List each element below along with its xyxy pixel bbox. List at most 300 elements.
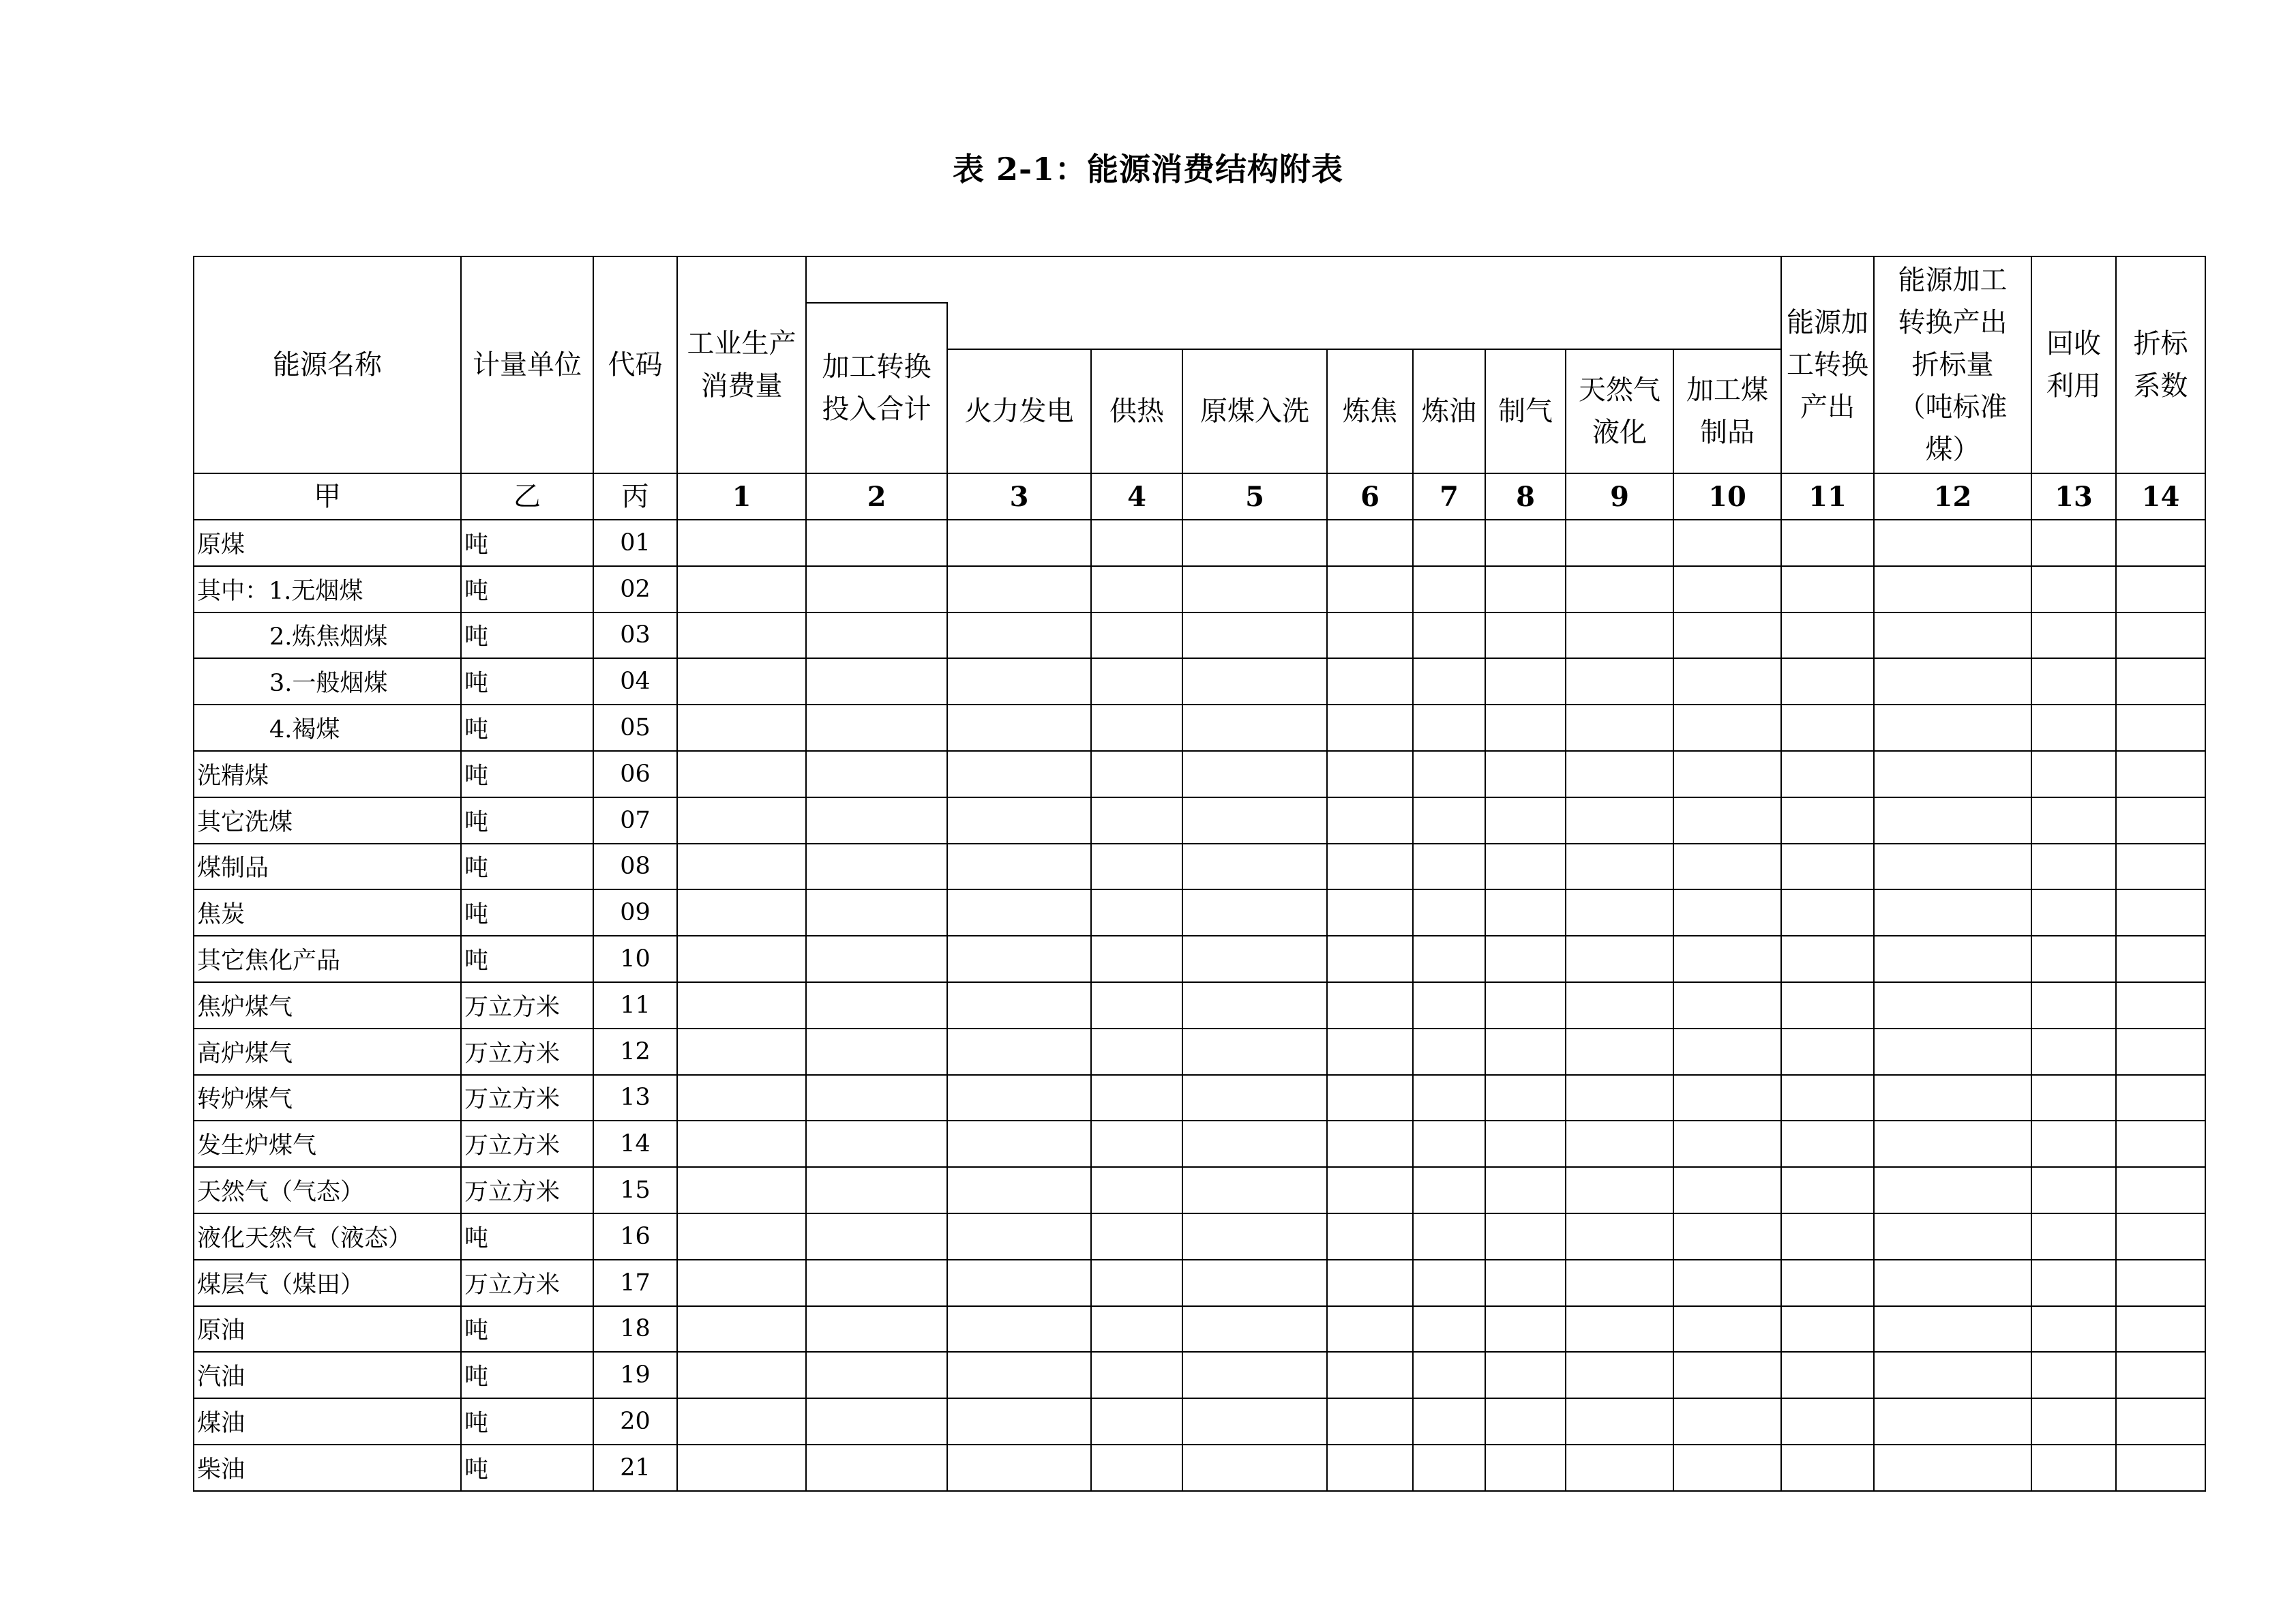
data-cell[interactable]	[1327, 1352, 1413, 1398]
data-cell[interactable]	[1413, 1167, 1485, 1213]
data-cell[interactable]	[947, 612, 1091, 659]
data-cell[interactable]	[1673, 751, 1781, 797]
data-cell[interactable]	[947, 797, 1091, 844]
data-cell[interactable]	[1673, 889, 1781, 936]
data-cell[interactable]	[1485, 1029, 1566, 1075]
data-cell[interactable]	[806, 1213, 947, 1260]
data-cell[interactable]	[1327, 1306, 1413, 1353]
data-cell[interactable]	[1413, 1121, 1485, 1167]
data-cell[interactable]	[2116, 1306, 2205, 1353]
data-cell[interactable]	[1485, 936, 1566, 982]
data-cell[interactable]	[1874, 751, 2031, 797]
data-cell[interactable]	[806, 1029, 947, 1075]
data-cell[interactable]	[1781, 982, 1874, 1029]
data-cell[interactable]	[1781, 1121, 1874, 1167]
data-cell[interactable]	[1874, 1260, 2031, 1306]
data-cell[interactable]	[1566, 1260, 1673, 1306]
data-cell[interactable]	[1413, 566, 1485, 612]
data-cell[interactable]	[1091, 1398, 1182, 1445]
data-cell[interactable]	[1327, 751, 1413, 797]
data-cell[interactable]	[1327, 705, 1413, 751]
data-cell[interactable]	[947, 566, 1091, 612]
data-cell[interactable]	[1327, 982, 1413, 1029]
data-cell[interactable]	[677, 751, 806, 797]
data-cell[interactable]	[1182, 1260, 1327, 1306]
data-cell[interactable]	[1413, 705, 1485, 751]
data-cell[interactable]	[1091, 936, 1182, 982]
data-cell[interactable]	[2031, 982, 2116, 1029]
data-cell[interactable]	[1327, 936, 1413, 982]
data-cell[interactable]	[1566, 1029, 1673, 1075]
data-cell[interactable]	[1182, 797, 1327, 844]
data-cell[interactable]	[1413, 797, 1485, 844]
data-cell[interactable]	[1781, 520, 1874, 566]
data-cell[interactable]	[2116, 1213, 2205, 1260]
data-cell[interactable]	[806, 1075, 947, 1121]
data-cell[interactable]	[1091, 1167, 1182, 1213]
data-cell[interactable]	[2116, 1075, 2205, 1121]
data-cell[interactable]	[677, 982, 806, 1029]
data-cell[interactable]	[1327, 566, 1413, 612]
data-cell[interactable]	[1874, 1352, 2031, 1398]
data-cell[interactable]	[1091, 520, 1182, 566]
data-cell[interactable]	[1874, 1029, 2031, 1075]
code-cell: 17	[593, 1260, 677, 1306]
data-cell[interactable]	[1091, 658, 1182, 705]
data-cell[interactable]	[947, 1445, 1091, 1491]
data-cell[interactable]	[2116, 797, 2205, 844]
data-cell[interactable]	[1485, 889, 1566, 936]
data-cell[interactable]	[677, 1306, 806, 1353]
data-cell[interactable]	[1091, 1306, 1182, 1353]
data-cell[interactable]	[1874, 1398, 2031, 1445]
data-cell[interactable]	[2116, 1029, 2205, 1075]
data-cell[interactable]	[1182, 612, 1327, 659]
data-cell[interactable]	[806, 566, 947, 612]
data-cell[interactable]	[947, 1213, 1091, 1260]
data-cell[interactable]	[806, 1445, 947, 1491]
data-cell[interactable]	[2116, 936, 2205, 982]
data-cell[interactable]	[1182, 658, 1327, 705]
data-cell[interactable]	[947, 1398, 1091, 1445]
data-cell[interactable]	[2116, 1167, 2205, 1213]
data-cell[interactable]	[1091, 612, 1182, 659]
data-cell[interactable]	[1781, 1445, 1874, 1491]
data-cell[interactable]	[1327, 1213, 1413, 1260]
data-cell[interactable]	[1566, 936, 1673, 982]
data-cell[interactable]	[1413, 1352, 1485, 1398]
data-cell[interactable]	[1182, 1398, 1327, 1445]
data-cell[interactable]	[1091, 797, 1182, 844]
data-cell[interactable]	[2031, 520, 2116, 566]
data-cell[interactable]	[2031, 612, 2116, 659]
data-cell[interactable]	[1327, 1445, 1413, 1491]
data-cell[interactable]	[1091, 751, 1182, 797]
data-cell[interactable]	[947, 1167, 1091, 1213]
data-cell[interactable]	[1182, 1167, 1327, 1213]
data-cell[interactable]	[1485, 1075, 1566, 1121]
data-cell[interactable]	[947, 705, 1091, 751]
data-cell[interactable]	[677, 1398, 806, 1445]
data-cell[interactable]	[677, 705, 806, 751]
data-cell[interactable]	[1673, 1352, 1781, 1398]
data-cell[interactable]	[1566, 1121, 1673, 1167]
data-cell[interactable]	[2031, 1167, 2116, 1213]
data-cell[interactable]	[1874, 982, 2031, 1029]
data-cell[interactable]	[1413, 612, 1485, 659]
data-cell[interactable]	[1781, 612, 1874, 659]
data-cell[interactable]	[947, 1075, 1091, 1121]
data-cell[interactable]	[1874, 936, 2031, 982]
data-cell[interactable]	[677, 797, 806, 844]
data-cell[interactable]	[1413, 1306, 1485, 1353]
data-cell[interactable]	[1091, 566, 1182, 612]
data-cell[interactable]	[1091, 1260, 1182, 1306]
data-cell[interactable]	[1327, 520, 1413, 566]
data-cell[interactable]	[1874, 1306, 2031, 1353]
data-cell[interactable]	[1566, 1352, 1673, 1398]
data-cell[interactable]	[1566, 889, 1673, 936]
data-cell[interactable]	[1182, 520, 1327, 566]
data-cell[interactable]	[1566, 520, 1673, 566]
data-cell[interactable]	[1485, 1306, 1566, 1353]
data-cell[interactable]	[1566, 982, 1673, 1029]
data-cell[interactable]	[1182, 1121, 1327, 1167]
data-cell[interactable]	[1327, 844, 1413, 890]
data-cell[interactable]	[1485, 982, 1566, 1029]
data-cell[interactable]	[1182, 751, 1327, 797]
data-cell[interactable]	[1673, 936, 1781, 982]
data-cell[interactable]	[1091, 705, 1182, 751]
data-cell[interactable]	[677, 520, 806, 566]
data-cell[interactable]	[1091, 1121, 1182, 1167]
data-cell[interactable]	[2031, 1306, 2116, 1353]
data-cell[interactable]	[1781, 1029, 1874, 1075]
data-cell[interactable]	[677, 658, 806, 705]
data-cell[interactable]	[1485, 1121, 1566, 1167]
data-cell[interactable]	[1874, 797, 2031, 844]
data-cell[interactable]	[947, 1306, 1091, 1353]
data-cell[interactable]	[1413, 936, 1485, 982]
data-cell[interactable]	[947, 751, 1091, 797]
data-cell[interactable]	[1485, 520, 1566, 566]
data-cell[interactable]	[2031, 1029, 2116, 1075]
data-cell[interactable]	[1874, 566, 2031, 612]
data-cell[interactable]	[1327, 658, 1413, 705]
data-cell[interactable]	[1673, 1445, 1781, 1491]
data-cell[interactable]	[1781, 658, 1874, 705]
data-cell[interactable]	[1781, 1260, 1874, 1306]
data-cell[interactable]	[1874, 1121, 2031, 1167]
data-cell[interactable]	[1566, 1445, 1673, 1491]
data-cell[interactable]	[806, 751, 947, 797]
data-cell[interactable]	[806, 1121, 947, 1167]
data-cell[interactable]	[2031, 1352, 2116, 1398]
data-cell[interactable]	[1781, 705, 1874, 751]
data-cell[interactable]	[1327, 1121, 1413, 1167]
data-cell[interactable]	[806, 658, 947, 705]
data-cell[interactable]	[1485, 1445, 1566, 1491]
data-cell[interactable]	[806, 889, 947, 936]
data-cell[interactable]	[1485, 1398, 1566, 1445]
data-cell[interactable]	[1485, 1352, 1566, 1398]
data-cell[interactable]	[1673, 566, 1781, 612]
data-cell[interactable]	[1673, 982, 1781, 1029]
data-cell[interactable]	[1781, 566, 1874, 612]
data-cell[interactable]	[2031, 797, 2116, 844]
data-cell[interactable]	[1673, 1029, 1781, 1075]
data-cell[interactable]	[1182, 1213, 1327, 1260]
data-cell[interactable]	[806, 612, 947, 659]
data-cell[interactable]	[1485, 612, 1566, 659]
unit-cell: 万立方米	[461, 982, 593, 1029]
data-cell[interactable]	[1781, 844, 1874, 890]
data-cell[interactable]	[1781, 1167, 1874, 1213]
data-cell[interactable]	[1091, 1445, 1182, 1491]
data-cell[interactable]	[1413, 982, 1485, 1029]
data-cell[interactable]	[1566, 797, 1673, 844]
data-cell[interactable]	[2116, 751, 2205, 797]
data-cell[interactable]	[1781, 936, 1874, 982]
data-cell[interactable]	[1327, 889, 1413, 936]
data-cell[interactable]	[1566, 658, 1673, 705]
data-cell[interactable]	[1413, 1075, 1485, 1121]
data-cell[interactable]	[947, 936, 1091, 982]
data-cell[interactable]	[1673, 1167, 1781, 1213]
data-cell[interactable]	[1874, 844, 2031, 890]
code-cell: 18	[593, 1306, 677, 1353]
data-cell[interactable]	[1566, 1167, 1673, 1213]
data-cell[interactable]	[947, 982, 1091, 1029]
data-cell[interactable]	[806, 797, 947, 844]
data-cell[interactable]	[1874, 1213, 2031, 1260]
data-cell[interactable]	[1413, 1213, 1485, 1260]
data-cell[interactable]	[947, 520, 1091, 566]
data-cell[interactable]	[1874, 1167, 2031, 1213]
data-cell[interactable]	[1091, 1029, 1182, 1075]
data-cell[interactable]	[1413, 751, 1485, 797]
data-cell[interactable]	[1182, 982, 1327, 1029]
data-cell[interactable]	[1781, 889, 1874, 936]
data-cell[interactable]	[677, 1445, 806, 1491]
data-cell[interactable]	[2116, 844, 2205, 890]
data-cell[interactable]	[1781, 1398, 1874, 1445]
data-cell[interactable]	[2031, 1075, 2116, 1121]
data-cell[interactable]	[2116, 566, 2205, 612]
data-cell[interactable]	[2116, 982, 2205, 1029]
data-cell[interactable]	[1874, 1445, 2031, 1491]
energy-name-cell: 洗精煤	[194, 751, 461, 797]
data-cell[interactable]	[1182, 1075, 1327, 1121]
data-cell[interactable]	[1874, 889, 2031, 936]
data-cell[interactable]	[1182, 1445, 1327, 1491]
data-cell[interactable]	[1781, 1075, 1874, 1121]
data-cell[interactable]	[2116, 1260, 2205, 1306]
data-cell[interactable]	[1327, 797, 1413, 844]
data-cell[interactable]	[1874, 612, 2031, 659]
data-cell[interactable]	[1566, 705, 1673, 751]
data-cell[interactable]	[677, 1121, 806, 1167]
data-cell[interactable]	[1673, 1075, 1781, 1121]
data-cell[interactable]	[1781, 751, 1874, 797]
data-cell[interactable]	[1673, 1306, 1781, 1353]
data-cell[interactable]	[1091, 982, 1182, 1029]
data-cell[interactable]	[1673, 658, 1781, 705]
data-cell[interactable]	[677, 844, 806, 890]
data-cell[interactable]	[1413, 844, 1485, 890]
data-cell[interactable]	[1566, 566, 1673, 612]
data-cell[interactable]	[1327, 1167, 1413, 1213]
data-cell[interactable]	[1182, 566, 1327, 612]
data-cell[interactable]	[677, 889, 806, 936]
data-cell[interactable]	[1413, 658, 1485, 705]
data-cell[interactable]	[677, 1213, 806, 1260]
data-cell[interactable]	[1874, 1075, 2031, 1121]
data-cell[interactable]	[2116, 1398, 2205, 1445]
data-cell[interactable]	[1566, 612, 1673, 659]
data-cell[interactable]	[1485, 751, 1566, 797]
data-cell[interactable]	[1566, 1306, 1673, 1353]
data-cell[interactable]	[2031, 889, 2116, 936]
data-cell[interactable]	[806, 936, 947, 982]
data-cell[interactable]	[1874, 520, 2031, 566]
data-cell[interactable]	[2031, 751, 2116, 797]
data-cell[interactable]	[1673, 520, 1781, 566]
data-cell[interactable]	[1091, 1352, 1182, 1398]
data-cell[interactable]	[2116, 1445, 2205, 1491]
data-cell[interactable]	[806, 520, 947, 566]
data-cell[interactable]	[1413, 1260, 1485, 1306]
data-cell[interactable]	[677, 1260, 806, 1306]
data-cell[interactable]	[1485, 1260, 1566, 1306]
data-cell[interactable]	[2031, 566, 2116, 612]
data-cell[interactable]	[677, 1075, 806, 1121]
data-cell[interactable]	[677, 612, 806, 659]
data-cell[interactable]	[1566, 751, 1673, 797]
data-cell[interactable]	[677, 1167, 806, 1213]
data-cell[interactable]	[947, 1029, 1091, 1075]
data-cell[interactable]	[1182, 844, 1327, 890]
data-cell[interactable]	[1485, 1213, 1566, 1260]
data-cell[interactable]	[2031, 844, 2116, 890]
data-cell[interactable]	[1485, 566, 1566, 612]
data-cell[interactable]	[1327, 1260, 1413, 1306]
data-cell[interactable]	[677, 1352, 806, 1398]
data-cell[interactable]	[1413, 889, 1485, 936]
data-cell[interactable]	[947, 1352, 1091, 1398]
data-cell[interactable]	[1182, 889, 1327, 936]
data-cell[interactable]	[2116, 658, 2205, 705]
data-cell[interactable]	[1182, 936, 1327, 982]
data-cell[interactable]	[2116, 612, 2205, 659]
data-cell[interactable]	[2031, 705, 2116, 751]
data-cell[interactable]	[947, 1260, 1091, 1306]
data-cell[interactable]	[1413, 520, 1485, 566]
data-cell[interactable]	[1091, 1075, 1182, 1121]
data-cell[interactable]	[2116, 889, 2205, 936]
data-cell[interactable]	[1182, 1352, 1327, 1398]
data-cell[interactable]	[1566, 1075, 1673, 1121]
data-cell[interactable]	[2116, 520, 2205, 566]
data-cell[interactable]	[1874, 658, 2031, 705]
data-cell[interactable]	[1327, 612, 1413, 659]
data-cell[interactable]	[1485, 1167, 1566, 1213]
data-cell[interactable]	[806, 844, 947, 890]
data-cell[interactable]	[1673, 1121, 1781, 1167]
data-cell[interactable]	[1673, 612, 1781, 659]
data-cell[interactable]	[1413, 1445, 1485, 1491]
data-cell[interactable]	[2031, 1121, 2116, 1167]
data-cell[interactable]	[1091, 889, 1182, 936]
data-cell[interactable]	[806, 1167, 947, 1213]
data-cell[interactable]	[1182, 705, 1327, 751]
data-cell[interactable]	[2116, 1352, 2205, 1398]
data-cell[interactable]	[1566, 1398, 1673, 1445]
data-cell[interactable]	[947, 889, 1091, 936]
data-cell[interactable]	[2031, 936, 2116, 982]
data-cell[interactable]	[1327, 1029, 1413, 1075]
data-cell[interactable]	[1781, 1352, 1874, 1398]
data-cell[interactable]	[806, 705, 947, 751]
data-cell[interactable]	[1485, 844, 1566, 890]
data-cell[interactable]	[2031, 1398, 2116, 1445]
data-cell[interactable]	[677, 1029, 806, 1075]
data-cell[interactable]	[2031, 1445, 2116, 1491]
data-cell[interactable]	[806, 1352, 947, 1398]
data-cell[interactable]	[1485, 705, 1566, 751]
data-cell[interactable]	[677, 936, 806, 982]
data-cell[interactable]	[806, 1306, 947, 1353]
data-cell[interactable]	[947, 658, 1091, 705]
data-cell[interactable]	[1091, 1213, 1182, 1260]
data-cell[interactable]	[677, 566, 806, 612]
data-cell[interactable]	[1781, 797, 1874, 844]
data-cell[interactable]	[1566, 1213, 1673, 1260]
data-cell[interactable]	[2031, 1213, 2116, 1260]
data-cell[interactable]	[947, 844, 1091, 890]
data-cell[interactable]	[806, 1398, 947, 1445]
data-cell[interactable]	[2031, 658, 2116, 705]
data-cell[interactable]	[2116, 1121, 2205, 1167]
data-cell[interactable]	[1485, 797, 1566, 844]
data-cell[interactable]	[806, 982, 947, 1029]
data-cell[interactable]	[1673, 1260, 1781, 1306]
data-cell[interactable]	[947, 1121, 1091, 1167]
data-cell[interactable]	[1566, 844, 1673, 890]
data-cell[interactable]	[1413, 1398, 1485, 1445]
data-cell[interactable]	[1673, 844, 1781, 890]
data-cell[interactable]	[1182, 1306, 1327, 1353]
data-cell[interactable]	[806, 1260, 947, 1306]
data-cell[interactable]	[1327, 1075, 1413, 1121]
data-cell[interactable]	[1781, 1213, 1874, 1260]
data-cell[interactable]	[1781, 1306, 1874, 1353]
data-cell[interactable]	[1673, 705, 1781, 751]
data-cell[interactable]	[1673, 1398, 1781, 1445]
code-cell: 02	[593, 566, 677, 612]
data-cell[interactable]	[2116, 705, 2205, 751]
data-cell[interactable]	[1874, 705, 2031, 751]
header-blank-top	[806, 256, 1673, 303]
data-cell[interactable]	[1182, 1029, 1327, 1075]
data-cell[interactable]	[1673, 1213, 1781, 1260]
data-cell[interactable]	[1413, 1029, 1485, 1075]
data-cell[interactable]	[1673, 797, 1781, 844]
data-cell[interactable]	[2031, 1260, 2116, 1306]
data-cell[interactable]	[1091, 844, 1182, 890]
data-cell[interactable]	[1485, 658, 1566, 705]
data-cell[interactable]	[1327, 1398, 1413, 1445]
